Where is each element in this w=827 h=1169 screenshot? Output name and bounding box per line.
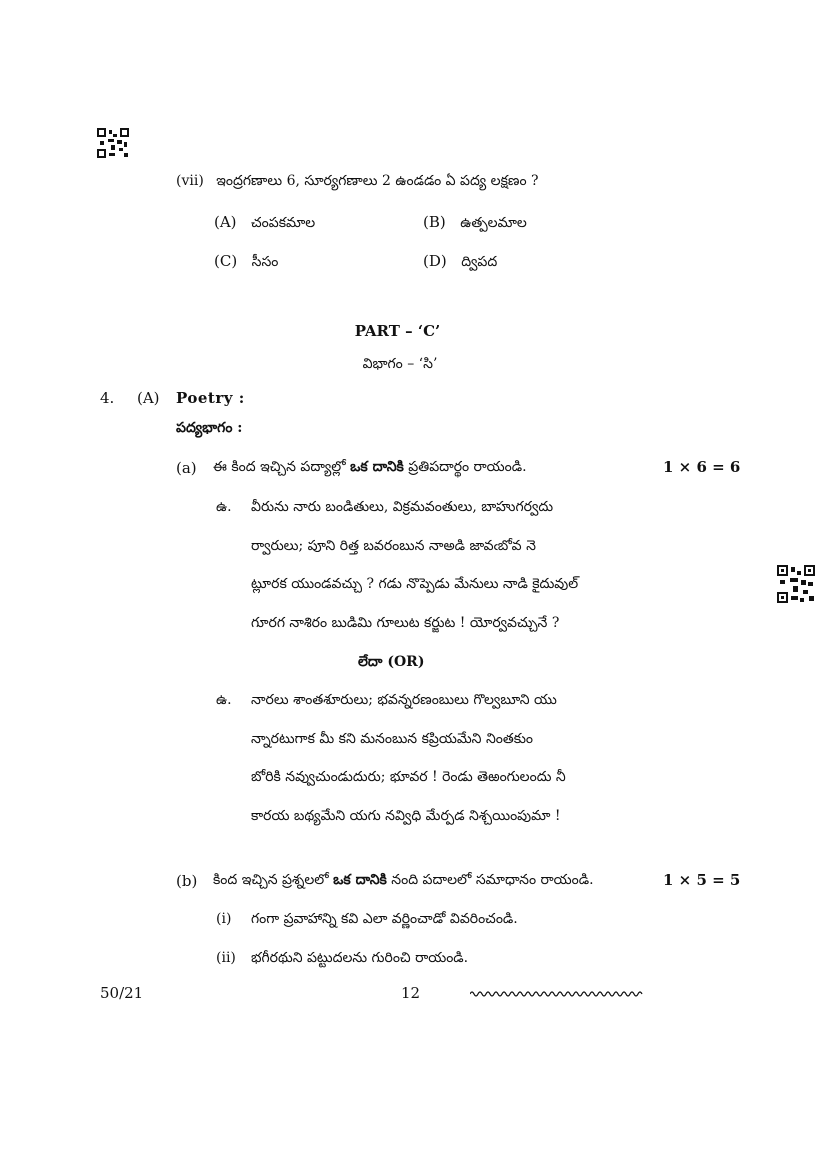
sub-item-text: గంగా ప్రవాహాన్ని కవి ఎలా వర్ణించాడో వివరించండి. [251, 911, 518, 927]
question-4-sub-label: (A) [137, 389, 160, 407]
marks-a: 1 × 6 = 6 [663, 458, 741, 476]
option-label: (D) [423, 252, 447, 270]
sub-question-a-instruction [213, 459, 527, 478]
poem-1-line: వీరును నారు బండితులు, విక్రమవంతులు, బాహుగర్వదు [251, 499, 554, 515]
section-heading: Poetry : [176, 389, 245, 407]
page-number: 12 [401, 984, 421, 1002]
qr-code-top [97, 128, 129, 158]
poem-1-line: ర్వారులు; పూని రిత్త బవరంబున నాఅడి జావఁబోవ నె [251, 538, 536, 554]
part-title: PART – ‘C’ [354, 322, 441, 340]
poem-1-line: ట్లూరక యుండవచ్చు ? గడు నొప్పెడు మేనులు నాడి కైదువుల్ [251, 576, 579, 592]
poem-2-line: న్నారటుగాక మీ కని మనంబున కప్రియమేని నింతకుం [251, 731, 534, 747]
instruction-text: కింద ఇచ్చిన ప్రశ్నలలో [213, 872, 334, 888]
option-c [214, 252, 278, 273]
option-text: సీసం [251, 254, 279, 270]
option-text: చంపకమాల [251, 215, 316, 231]
sub-item-label: (ii) [216, 950, 236, 966]
option-text: ఉత్పలమాల [460, 215, 527, 231]
poem-1-line: గూరగ నాశిరం బుడిమి గూలుట కర్జుట ! యోర్వవచ్చునే ? [251, 615, 560, 631]
or-divider: లేదా (OR) [358, 654, 425, 670]
poem-2-line: కారయ బథ్యమేని యగు నవ్విధి మేర్పడ నిశ్చయింపుమా ! [251, 808, 561, 824]
poem-2-line: నారలు శాంతశూరులు; భవన్నరణంబులు గొల్వబూని యు [251, 692, 557, 708]
part-title-telugu: విభాగం – ‘సి’ [362, 356, 438, 372]
paper-code: 50/21 [100, 984, 144, 1002]
option-label: (B) [423, 213, 446, 231]
sub-question-b-label: (b) [176, 872, 198, 890]
option-a [214, 213, 315, 234]
question-vii [176, 173, 539, 192]
poem-2-line: బోరికి నవ్వుచుండుదురు; భూవర ! రెండు తెఱంగులందు నీ [251, 769, 566, 785]
question-text: ఇంద్రగణాలు 6, సూర్యగణాలు 2 ఉండడం ఏ పద్య లక్షణం ? [216, 173, 539, 189]
sub-item-label: (i) [216, 911, 232, 927]
option-d [423, 252, 497, 273]
question-number: (vii) [176, 173, 204, 189]
sub-question-a-label: (a) [176, 459, 197, 477]
instruction-emphasis: ఒక దానికి [350, 459, 404, 475]
option-label: (C) [214, 252, 238, 270]
option-label: (A) [214, 213, 237, 231]
wavy-line-decoration [470, 990, 644, 998]
qr-code-right [777, 565, 815, 603]
poem-2-marker: ఉ. [216, 692, 232, 708]
question-4-number: 4. [100, 389, 115, 407]
instruction-text: ప్రతిపదార్థం రాయండి. [403, 459, 527, 475]
instruction-text: నంది పదాలలో సమాధానం రాయండి. [386, 872, 594, 888]
marks-b: 1 × 5 = 5 [663, 871, 741, 889]
instruction-emphasis: ఒక దానికి [333, 872, 387, 888]
sub-item-text: భగీరథుని పట్టుదలను గురించి రాయండి. [251, 950, 469, 966]
poem-1-marker: ఉ. [216, 499, 232, 515]
instruction-text: ఈ కింద ఇచ్చిన పద్యాల్లో [213, 459, 351, 475]
option-text: ద్విపద [461, 254, 498, 270]
option-b [423, 213, 527, 234]
sub-question-b-instruction [213, 872, 594, 891]
section-heading-telugu: పద్యభాగం : [176, 420, 243, 436]
